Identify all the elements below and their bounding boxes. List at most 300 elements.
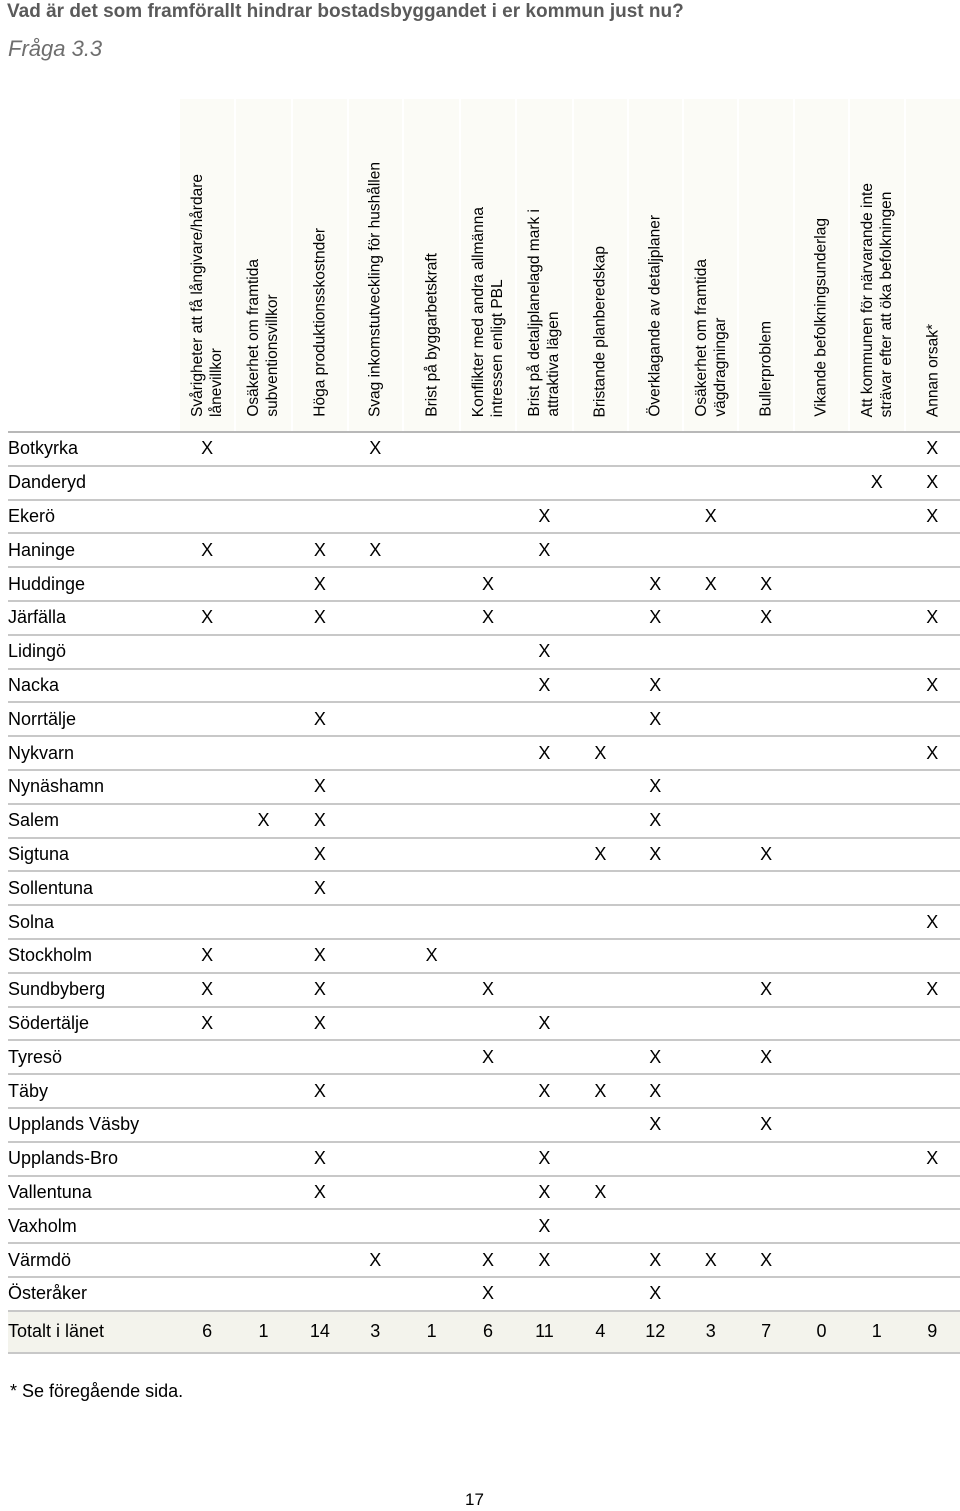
table-cell (348, 635, 403, 669)
table-cell (179, 1142, 234, 1176)
municipality-name: Täby (8, 1074, 179, 1108)
table-cell (573, 1243, 627, 1277)
column-header-label: Svårigheter att få långivare/hårdare lånevillkor (189, 174, 226, 417)
column-header-label: Konflikter med andra allmänna intressen enligt PBL (470, 206, 507, 417)
table-cell (403, 635, 460, 669)
table-cell (628, 1176, 683, 1210)
table-cell (516, 905, 573, 939)
table-cell (573, 1142, 627, 1176)
table-cell (516, 871, 573, 905)
table-cell (794, 736, 849, 770)
table-cell (794, 500, 849, 534)
table-cell (794, 466, 849, 500)
table-cell: X (905, 736, 960, 770)
table-body (8, 432, 960, 1311)
table-cell (292, 669, 347, 703)
table-cell (794, 1176, 849, 1210)
table-cell (292, 905, 347, 939)
table-cell: X (516, 1209, 573, 1243)
table-cell (738, 871, 793, 905)
table-cell (738, 736, 793, 770)
table-cell (460, 838, 515, 872)
table-row (8, 736, 960, 770)
table-row (8, 1142, 960, 1176)
table-cell (179, 1108, 234, 1142)
table-cell: X (905, 1142, 960, 1176)
table-cell (849, 500, 904, 534)
municipality-name: Nacka (8, 669, 179, 703)
total-value: 9 (905, 1311, 960, 1353)
table-cell (738, 770, 793, 804)
table-row (8, 702, 960, 736)
table-cell: X (460, 973, 515, 1007)
table-cell (683, 939, 738, 973)
header-row (8, 99, 960, 432)
table-cell (292, 1277, 347, 1311)
table-cell (738, 939, 793, 973)
table-cell (235, 1040, 292, 1074)
municipality-name: Sigtuna (8, 838, 179, 872)
table-cell (683, 1142, 738, 1176)
table-cell: X (738, 567, 793, 601)
column-header (348, 99, 403, 432)
table-cell: X (179, 533, 234, 567)
table-cell (460, 1142, 515, 1176)
table-cell (849, 1040, 904, 1074)
table-cell (794, 939, 849, 973)
table-cell (403, 466, 460, 500)
table-cell (403, 804, 460, 838)
table-cell: X (573, 736, 627, 770)
column-header-label: Osäkerhet om framtida vägdragningar (692, 259, 729, 417)
table-cell (179, 1040, 234, 1074)
table-cell: X (460, 1243, 515, 1277)
table-cell (794, 702, 849, 736)
table-cell (403, 669, 460, 703)
table-row (8, 838, 960, 872)
table-cell (573, 466, 627, 500)
table-row (8, 973, 960, 1007)
table-cell: X (628, 838, 683, 872)
table-cell (403, 1209, 460, 1243)
table-cell: X (905, 601, 960, 635)
table-cell (905, 838, 960, 872)
column-header (905, 99, 960, 432)
table-cell: X (292, 601, 347, 635)
table-cell (738, 1176, 793, 1210)
table-cell (403, 973, 460, 1007)
table-cell (849, 702, 904, 736)
table-cell (905, 533, 960, 567)
table-cell (460, 905, 515, 939)
table-row (8, 432, 960, 466)
table-cell (905, 1176, 960, 1210)
table-cell (849, 838, 904, 872)
municipality-name: Solna (8, 905, 179, 939)
table-row (8, 1108, 960, 1142)
table-cell (348, 1007, 403, 1041)
table-cell: X (292, 1007, 347, 1041)
table-cell (683, 1040, 738, 1074)
table-cell (794, 1142, 849, 1176)
municipality-name: Huddinge (8, 567, 179, 601)
table-cell (849, 1243, 904, 1277)
table-cell (460, 770, 515, 804)
column-header (292, 99, 347, 432)
table-cell (683, 973, 738, 1007)
table-cell (794, 533, 849, 567)
table-cell (235, 567, 292, 601)
table-cell: X (516, 736, 573, 770)
table-cell (849, 939, 904, 973)
table-cell (348, 1142, 403, 1176)
table-cell: X (683, 500, 738, 534)
page-number: 17 (465, 1490, 484, 1509)
table-cell: X (292, 973, 347, 1007)
table-cell: X (292, 804, 347, 838)
table-cell (460, 1108, 515, 1142)
table-cell (628, 871, 683, 905)
table-cell (516, 466, 573, 500)
table-cell (179, 1074, 234, 1108)
table-cell (794, 567, 849, 601)
table-cell (683, 1007, 738, 1041)
table-cell (235, 702, 292, 736)
table-row (8, 567, 960, 601)
table-cell (235, 1007, 292, 1041)
table-cell (235, 838, 292, 872)
table-cell (235, 432, 292, 466)
table-cell (403, 432, 460, 466)
table-cell (179, 905, 234, 939)
table-cell (235, 1243, 292, 1277)
table-cell: X (628, 1277, 683, 1311)
table-cell (738, 533, 793, 567)
table-cell (794, 838, 849, 872)
table-cell (794, 804, 849, 838)
table-cell (460, 500, 515, 534)
table-cell (292, 466, 347, 500)
table-cell (573, 1108, 627, 1142)
table-cell: X (460, 601, 515, 635)
table-cell (179, 1209, 234, 1243)
table-cell: X (516, 500, 573, 534)
table-cell (905, 702, 960, 736)
table-row (8, 533, 960, 567)
table-cell: X (516, 669, 573, 703)
table-cell: X (849, 466, 904, 500)
table-row (8, 601, 960, 635)
table-cell (179, 635, 234, 669)
total-value: 1 (235, 1311, 292, 1353)
table-cell (460, 804, 515, 838)
table-cell (628, 500, 683, 534)
table-cell (573, 601, 627, 635)
table-cell: X (628, 1108, 683, 1142)
table-cell: X (292, 1074, 347, 1108)
total-value: 11 (516, 1311, 573, 1353)
table-cell (849, 1074, 904, 1108)
table-cell (573, 635, 627, 669)
table-cell (403, 601, 460, 635)
table-cell (292, 635, 347, 669)
column-header-label: Vikande befolkningsunderlag (812, 218, 830, 417)
table-cell (573, 973, 627, 1007)
table-cell (849, 601, 904, 635)
table-cell: X (628, 1074, 683, 1108)
table-cell (794, 432, 849, 466)
table-cell (849, 669, 904, 703)
municipality-name: Nykvarn (8, 736, 179, 770)
table-cell: X (292, 871, 347, 905)
column-header-label: Osäkerhet om framtida subventionsvillkor (245, 259, 282, 417)
table-cell (905, 1277, 960, 1311)
table-cell (628, 432, 683, 466)
table-cell (179, 871, 234, 905)
table-cell (683, 1176, 738, 1210)
table-cell (179, 669, 234, 703)
table-row (8, 1209, 960, 1243)
table-cell (403, 905, 460, 939)
table-cell (905, 939, 960, 973)
table-cell (683, 770, 738, 804)
table-cell (683, 804, 738, 838)
table-cell (628, 905, 683, 939)
municipality-name: Vaxholm (8, 1209, 179, 1243)
municipality-name: Vallentuna (8, 1176, 179, 1210)
table-cell: X (516, 1243, 573, 1277)
table-cell (849, 1209, 904, 1243)
table-cell (794, 1209, 849, 1243)
table-cell (516, 567, 573, 601)
table-cell (738, 500, 793, 534)
column-header (460, 99, 515, 432)
table-cell (460, 1007, 515, 1041)
table-cell (573, 432, 627, 466)
column-header (683, 99, 738, 432)
table-cell (292, 1108, 347, 1142)
table-cell (683, 702, 738, 736)
table-cell (460, 635, 515, 669)
table-cell (235, 635, 292, 669)
municipality-name: Norrtälje (8, 702, 179, 736)
table-cell (905, 635, 960, 669)
table-cell (403, 1176, 460, 1210)
table-cell: X (683, 1243, 738, 1277)
table-cell: X (905, 466, 960, 500)
table-cell (516, 702, 573, 736)
municipality-name: Botkyrka (8, 432, 179, 466)
table-cell: X (905, 669, 960, 703)
total-value: 6 (179, 1311, 234, 1353)
table-row (8, 500, 960, 534)
table-cell: X (628, 1243, 683, 1277)
table-cell (738, 1074, 793, 1108)
table-cell (348, 1108, 403, 1142)
municipality-name: Stockholm (8, 939, 179, 973)
table-cell: X (516, 1007, 573, 1041)
table-row (8, 466, 960, 500)
total-label: Totalt i länet (8, 1311, 179, 1353)
table-cell (905, 1007, 960, 1041)
table-row (8, 1243, 960, 1277)
table-cell: X (179, 432, 234, 466)
table-cell: X (460, 1040, 515, 1074)
table-cell (628, 1142, 683, 1176)
total-value: 4 (573, 1311, 627, 1353)
table-cell (794, 770, 849, 804)
table-cell (179, 466, 234, 500)
table-cell: X (348, 533, 403, 567)
table-cell (235, 770, 292, 804)
table-cell (179, 1176, 234, 1210)
table-cell: X (403, 939, 460, 973)
table-cell (403, 1040, 460, 1074)
total-value: 3 (348, 1311, 403, 1353)
table-cell (292, 432, 347, 466)
table-cell (573, 567, 627, 601)
table-cell: X (905, 973, 960, 1007)
table-cell (179, 804, 234, 838)
municipality-name: Nynäshamn (8, 770, 179, 804)
table-cell (235, 1277, 292, 1311)
table-cell (348, 500, 403, 534)
page-title: Vad är det som framförallt hindrar bostadsbyggandet i er kommun just nu? (7, 1, 684, 22)
table-cell (573, 770, 627, 804)
table-cell: X (292, 567, 347, 601)
table-cell: X (292, 1142, 347, 1176)
table-cell (628, 466, 683, 500)
table-cell (179, 736, 234, 770)
table-cell (738, 905, 793, 939)
table-cell (348, 1040, 403, 1074)
table-cell: X (738, 838, 793, 872)
table-cell: X (683, 567, 738, 601)
table-cell: X (516, 1074, 573, 1108)
table-cell: X (292, 702, 347, 736)
total-value: 3 (683, 1311, 738, 1353)
table-cell: X (179, 1007, 234, 1041)
table-cell (348, 702, 403, 736)
table-cell (348, 939, 403, 973)
table-cell (849, 1142, 904, 1176)
table-cell: X (628, 601, 683, 635)
table-cell (292, 1040, 347, 1074)
table-cell (628, 1209, 683, 1243)
table-cell (683, 466, 738, 500)
table-cell (573, 500, 627, 534)
table-row (8, 1176, 960, 1210)
table-cell: X (516, 533, 573, 567)
table-cell (628, 1007, 683, 1041)
table-cell (179, 567, 234, 601)
table-cell (348, 736, 403, 770)
table-cell (348, 601, 403, 635)
table-cell (683, 871, 738, 905)
table-cell (235, 973, 292, 1007)
table-cell (460, 432, 515, 466)
total-row (8, 1311, 960, 1353)
table-cell (738, 1007, 793, 1041)
table-cell (628, 973, 683, 1007)
table-cell: X (179, 601, 234, 635)
table-cell (573, 939, 627, 973)
municipality-name: Österåker (8, 1277, 179, 1311)
table-cell (738, 432, 793, 466)
table-cell (348, 770, 403, 804)
table-cell: X (628, 567, 683, 601)
table-cell (516, 601, 573, 635)
table-cell (516, 1040, 573, 1074)
table-cell (235, 1209, 292, 1243)
table-cell (683, 1209, 738, 1243)
table-cell (179, 500, 234, 534)
table-cell (403, 1243, 460, 1277)
table-cell: X (292, 770, 347, 804)
table-cell (905, 1209, 960, 1243)
table-cell (348, 1209, 403, 1243)
municipality-name: Järfälla (8, 601, 179, 635)
table-cell (794, 871, 849, 905)
table-cell (403, 1142, 460, 1176)
total-value: 7 (738, 1311, 793, 1353)
table-cell: X (628, 804, 683, 838)
column-header-label: Höga produktionsskostnder (311, 228, 329, 417)
table-cell (905, 1074, 960, 1108)
table-cell (683, 838, 738, 872)
table-cell (794, 1277, 849, 1311)
table-cell (683, 1074, 738, 1108)
table-cell: X (573, 838, 627, 872)
table-cell (794, 601, 849, 635)
table-cell (683, 601, 738, 635)
table-cell (738, 635, 793, 669)
table-cell (628, 635, 683, 669)
table-cell (179, 838, 234, 872)
column-header-label: Brist på byggarbetskraft (423, 253, 441, 417)
table-cell (460, 533, 515, 567)
table-cell (235, 1074, 292, 1108)
table-cell (460, 736, 515, 770)
table-row (8, 1277, 960, 1311)
table-cell (849, 1108, 904, 1142)
table-cell (235, 669, 292, 703)
table-cell: X (292, 838, 347, 872)
table-cell (460, 1074, 515, 1108)
municipality-name: Sollentuna (8, 871, 179, 905)
table-cell (235, 533, 292, 567)
table-row (8, 1007, 960, 1041)
table-cell (460, 669, 515, 703)
table-cell (348, 905, 403, 939)
table-cell: X (179, 939, 234, 973)
table-row (8, 871, 960, 905)
table-cell: X (905, 500, 960, 534)
table-cell: X (628, 1040, 683, 1074)
table-cell (628, 736, 683, 770)
table-cell: X (628, 669, 683, 703)
table-cell (516, 1108, 573, 1142)
table-cell: X (738, 1108, 793, 1142)
table-cell (794, 669, 849, 703)
municipality-name: Ekerö (8, 500, 179, 534)
table-cell: X (348, 1243, 403, 1277)
table-cell: X (738, 601, 793, 635)
column-header-label: Brist på detaljplanelagd mark i attraktiva lägen (526, 209, 563, 417)
table-cell (460, 871, 515, 905)
column-header-label: Att kommunen för närvarande inte strävar efter att öka befolkningen (858, 182, 895, 417)
table-cell (849, 1277, 904, 1311)
